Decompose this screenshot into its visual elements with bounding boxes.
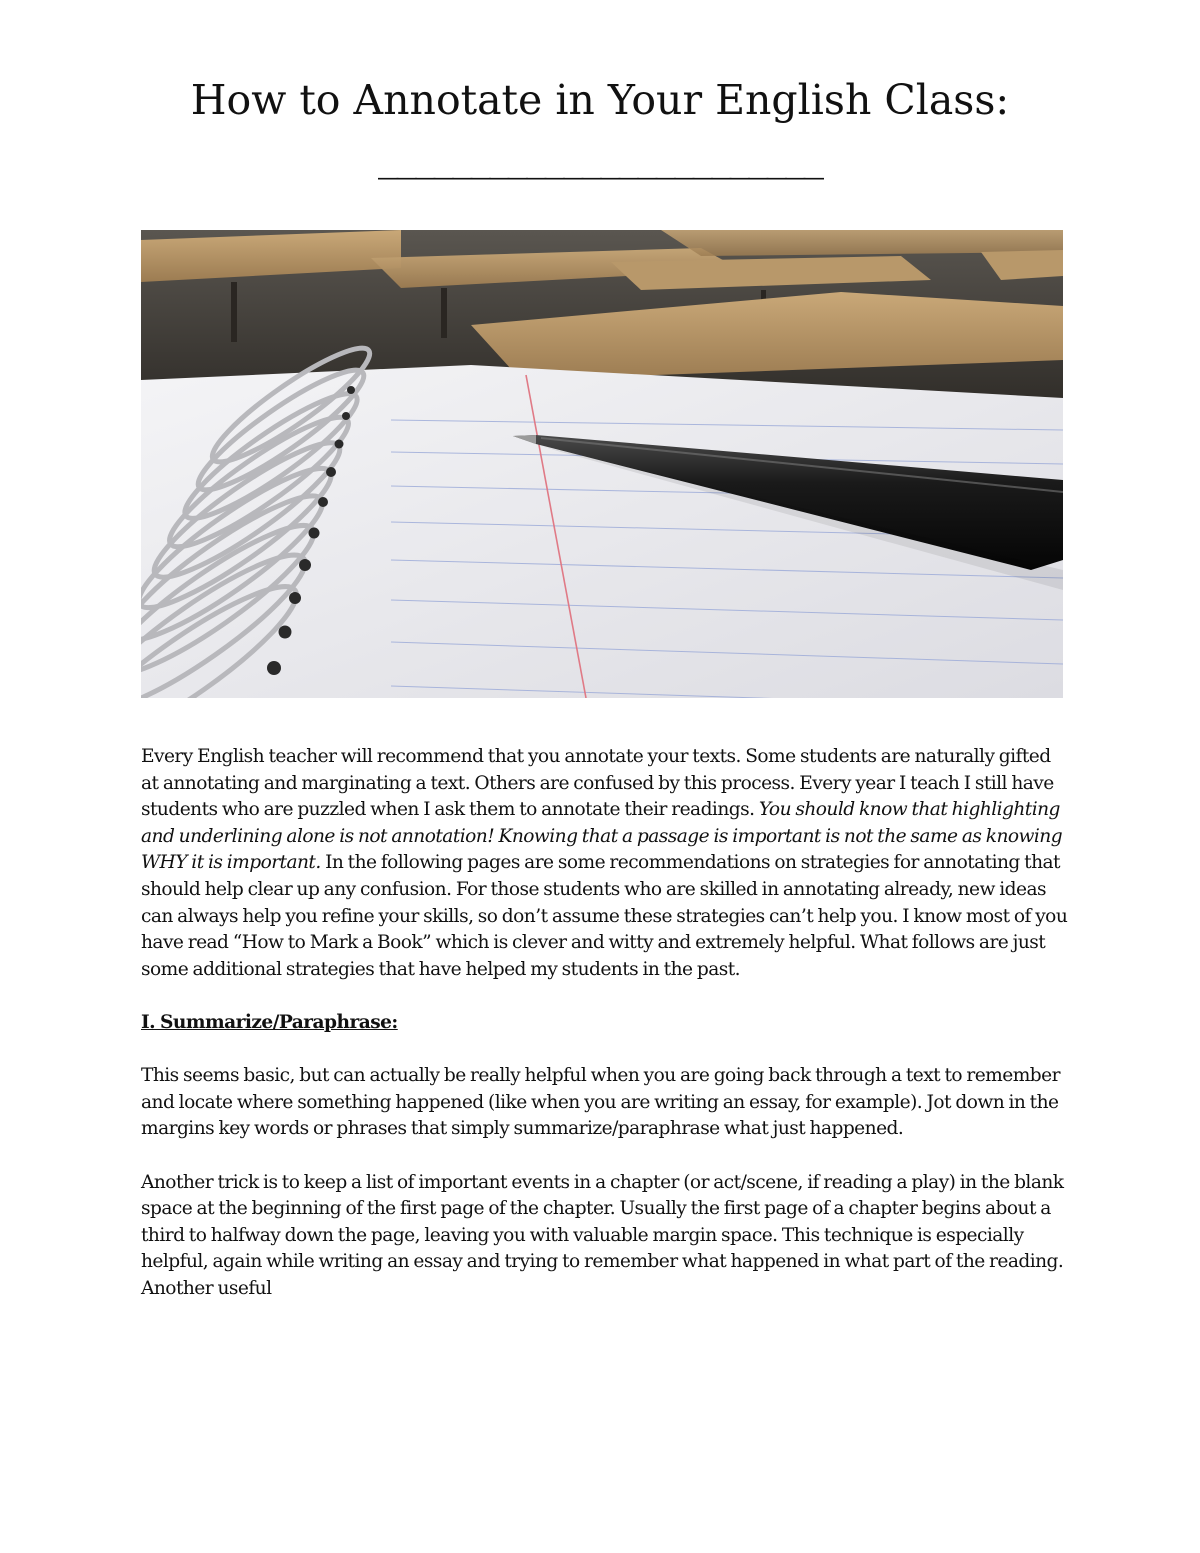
intro-emphasis: You should know that highlighting and underlining alone is not annotation! Knowing that a passage is important is not the same as knowing WHY it is important. bbox=[141, 799, 1063, 874]
section-heading-summarize: I. Summarize/Paraphrase: bbox=[141, 1011, 398, 1033]
title-blank-line: ________________________ bbox=[378, 132, 822, 180]
summarize-paragraph-2: Another trick is to keep a list of important events in a chapter (or act/scene, if reading a play) in the blank space at the beginning of the first page of the chapter. Usually the first page of a chapter begins about a third to halfway down the page, leaving you with valuable margin space. This technique is especially helpful, again while writing an essay and trying to remember what happened in what part of the reading. Another useful bbox=[141, 1171, 1064, 1299]
intro-text-start: Every English teacher will recommend that you annotate your texts. Some students are naturally gifted at annotating and marginating a text. Others are confused by this process. Every year I teach I still have students who are puzzled when I ask them to annotate their readings. bbox=[141, 746, 1054, 821]
body-text bbox=[141, 744, 1071, 1329]
page-title: How to Annotate in Your English Class: bbox=[190, 76, 1010, 124]
notebook-with-pen-photo bbox=[141, 230, 1063, 698]
intro-paragraph bbox=[141, 744, 1071, 983]
summarize-paragraph-1: This seems basic, but can actually be really helpful when you are going back through a text to remember and locate where something happened (like when you are writing an essay, for example). Jot down in the margins key words or phrases that simply summarize/paraphrase what just happened. bbox=[141, 1065, 1060, 1140]
intro-text-end: In the following pages are some recommendations on strategies for annotating that should help clear up any confusion. For those students who are skilled in annotating already, new ideas can always help you refine your skills, so don’t assume these strategies can’t help you. I know most of you have read “How to Mark a Book” which is clever and witty and extremely helpful. What follows are just some additional strategies that have helped my students in the past. bbox=[141, 852, 1068, 980]
